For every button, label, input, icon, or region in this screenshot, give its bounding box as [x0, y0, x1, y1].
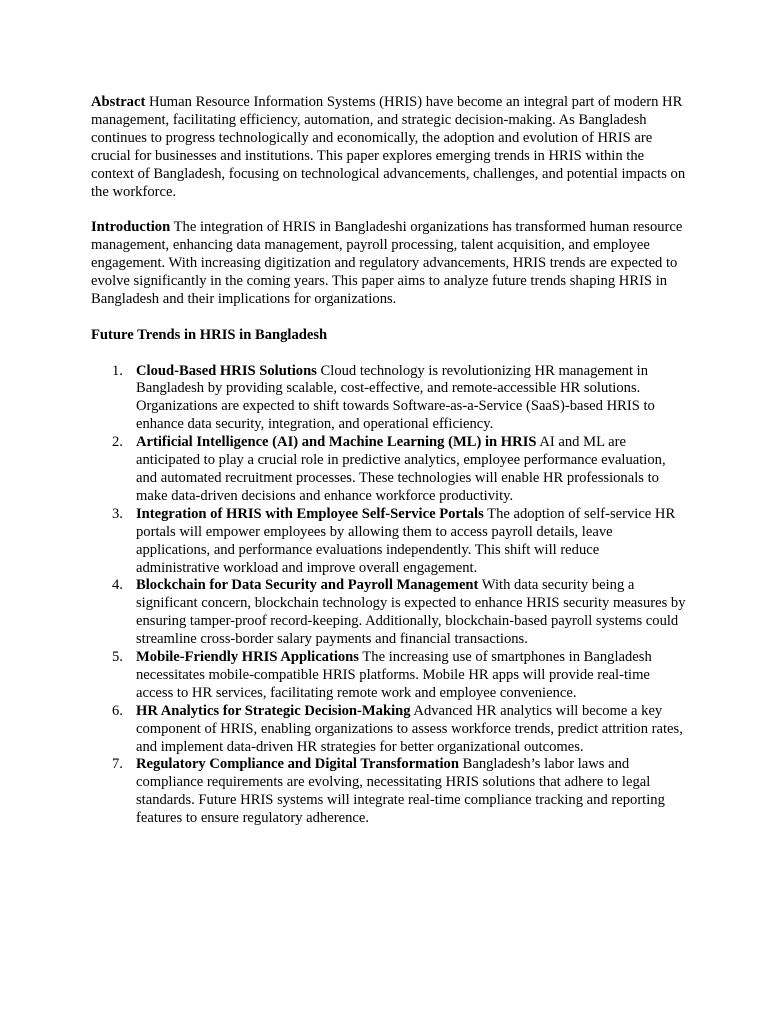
- introduction-text: The integration of HRIS in Bangladeshi organizations has transformed human resource management, enhancing data management, payroll processing, talent acquisition, and employee engagement. With increasing digitization and regulatory advancements, HRIS trends are expected to evolve significantly in the coming years. This paper aims to analyze future trends shaping HRIS in Bangladesh and their implications for organizations.: [91, 219, 683, 307]
- list-item-title: Integration of HRIS with Employee Self-Service Portals: [136, 505, 484, 522]
- list-item-text: Bangladesh’s labor laws and compliance requirements are evolving, necessitating HRIS solutions that adhere to legal standards. Future HRIS systems will integrate real-time compliance tracking and reporting features to ensure regulatory adherence.: [136, 756, 665, 827]
- list-item-text: With data security being a significant concern, blockchain technology is expected to enhance HRIS security measures by ensuring tamper-proof record-keeping. Additionally, blockchain-based payroll systems could streamline cross-border salary payments and financial transactions.: [136, 577, 686, 648]
- section-heading: Future Trends in HRIS in Bangladesh: [91, 326, 328, 343]
- list-item: [91, 363, 686, 435]
- list-item-number: 4.: [112, 577, 123, 594]
- list-item-title: Blockchain for Data Security and Payroll Management: [136, 577, 479, 594]
- list-item-number: 1.: [112, 362, 123, 379]
- list-item-title: Cloud-Based HRIS Solutions: [136, 362, 317, 379]
- list-item: [91, 649, 686, 703]
- abstract-text: Human Resource Information Systems (HRIS) have become an integral part of modern HR management, facilitating efficiency, automation, and strategic decision-making. As Bangladesh continues to progress technologically and economically, the adoption and evolution of HRIS are crucial for businesses and institutions. This paper explores emerging trends in HRIS within the context of Bangladesh, focusing on technological advancements, challenges, and potential impacts on the workforce.: [91, 94, 686, 200]
- list-item-text: The increasing use of smartphones in Bangladesh necessitates mobile-compatible HRIS platforms. Mobile HR apps will provide real-time access to HR services, facilitating remote work and employee convenience.: [136, 649, 652, 701]
- list-item-text: AI and ML are anticipated to play a crucial role in predictive analytics, employee performance evaluation, and automated recruitment processes. These technologies will enable HR professionals to make data-driven decisions and enhance workforce productivity.: [136, 434, 666, 504]
- list-item-title: Mobile-Friendly HRIS Applications: [136, 649, 359, 666]
- list-item-number: 5.: [112, 649, 123, 666]
- list-item: [91, 434, 686, 506]
- list-item-number: 6.: [112, 702, 123, 719]
- list-item: [91, 756, 686, 828]
- list-item-text: The adoption of self-service HR portals will empower employees by allowing them to access payroll details, leave applications, and performance evaluations independently. This shift will reduce administrative workload and improve overall engagement.: [136, 505, 676, 576]
- trends-list: [91, 363, 686, 829]
- list-item: [91, 577, 686, 649]
- list-item-title: HR Analytics for Strategic Decision-Making: [136, 702, 411, 719]
- list-item-number: 7.: [112, 756, 123, 773]
- list-item: [91, 506, 686, 578]
- introduction-paragraph: [91, 219, 686, 309]
- list-item-title: Regulatory Compliance and Digital Transformation: [136, 756, 459, 773]
- list-item-text: Advanced HR analytics will become a key component of HRIS, enabling organizations to assess workforce trends, predict attrition rates, and implement data-driven HR strategies for better organizational outcomes.: [136, 702, 683, 755]
- list-item-title: Artificial Intelligence (AI) and Machine Learning (ML) in HRIS: [136, 434, 537, 451]
- list-item-text: Cloud technology is revolutionizing HR management in Bangladesh by providing scalable, cost-effective, and remote-accessible HR solutions. Organizations are expected to shift towards Software-as-a-Service (SaaS)-based HRIS to enhance data security, integration, and operational efficiency.: [136, 362, 655, 433]
- abstract-paragraph: [91, 94, 686, 201]
- abstract-label: Abstract: [91, 94, 146, 110]
- list-item-number: 2.: [112, 434, 123, 451]
- list-item-number: 3.: [112, 505, 123, 522]
- list-item: [91, 703, 686, 757]
- introduction-label: Introduction: [91, 219, 171, 236]
- document-page: [91, 94, 686, 828]
